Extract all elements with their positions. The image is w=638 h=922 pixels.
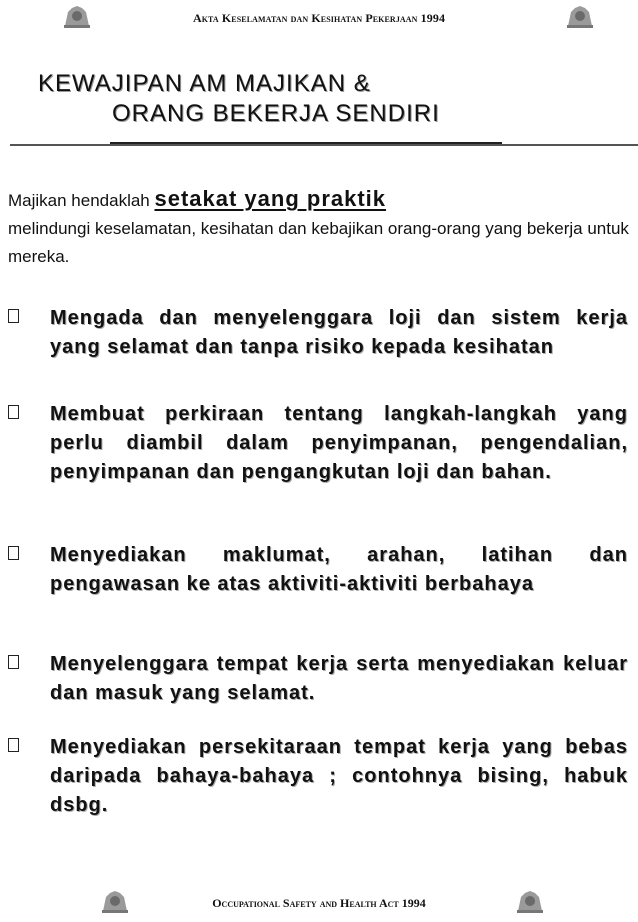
title-line-1: KEWAJIPAN AM MAJIKAN & (38, 70, 371, 97)
list-item (8, 304, 628, 362)
list-item (8, 650, 628, 708)
divider (10, 144, 638, 146)
list-item (8, 733, 628, 820)
intro-paragraph (8, 185, 633, 271)
list-item (8, 541, 628, 599)
intro-emphasis: setakat yang praktik (154, 186, 387, 211)
list-item-text: Membuat perkiraan tentang langkah-langkah yang perlu diambil dalam penyimpanan, pengendalian, penyimpanan dan pengangkutan loji dan bahan. (50, 403, 628, 483)
title-line-2: ORANG BEKERJA SENDIRI (112, 100, 440, 127)
checkbox-glyph-icon (8, 655, 19, 669)
list-item-text: Menyelenggara tempat kerja serta menyediakan keluar dan masuk yang selamat. (50, 653, 628, 704)
list-item (8, 400, 628, 487)
list-item-text: Menyediakan persekitaraan tempat kerja yang bebas daripada bahaya-bahaya ; contohnya bising, habuk dsbg. (50, 736, 628, 816)
intro-rest: melindungi keselamatan, kesihatan dan kebajikan orang-orang yang bekerja untuk mereka. (8, 219, 629, 266)
page-footer: Occupational Safety and Health Act 1994 (212, 896, 426, 910)
checkbox-glyph-icon (8, 309, 19, 323)
page-title (38, 69, 440, 129)
list-item-text: Menyediakan maklumat, arahan, latihan dan pengawasan ke atas aktiviti-aktiviti berbahaya (50, 544, 628, 595)
checkbox-glyph-icon (8, 738, 19, 752)
list-item-text: Mengada dan menyelenggara loji dan sistem kerja yang selamat dan tanpa risiko kepada kesihatan (50, 307, 628, 358)
intro-prefix: Majikan hendaklah (8, 191, 155, 210)
page-header: Akta Keselamatan dan Kesihatan Pekerjaan 1994 (192, 11, 446, 25)
checkbox-glyph-icon (8, 405, 19, 419)
checkbox-glyph-icon (8, 546, 19, 560)
